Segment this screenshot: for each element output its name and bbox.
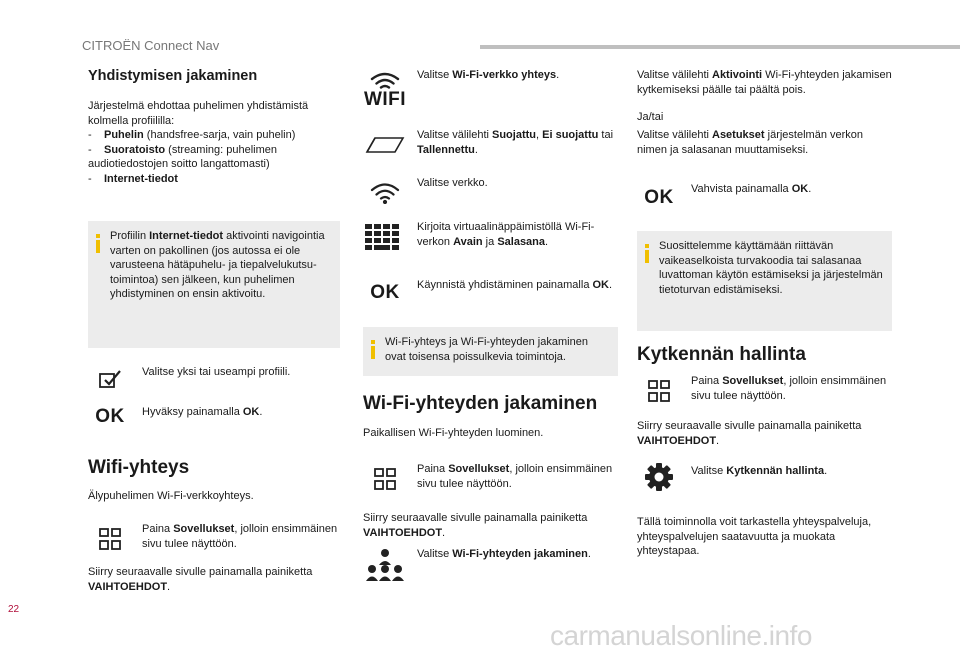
t-post: järjestelmän verkon nimen ja salasanan muuttamiseksi. bbox=[637, 129, 864, 156]
t-bold: Kytkennän hallinta bbox=[726, 465, 825, 477]
t-bold: VAIHTOEHDOT bbox=[363, 526, 443, 539]
header-title: CITROËN Connect Nav bbox=[82, 38, 220, 53]
apps-grid-icon bbox=[637, 374, 681, 408]
t-post: . bbox=[545, 235, 549, 248]
t-bold: Sovellukset bbox=[722, 375, 784, 387]
t-m2: tai bbox=[598, 129, 614, 141]
page-number: 22 bbox=[8, 604, 20, 615]
profile-name: Internet-tiedot bbox=[104, 172, 178, 185]
step-text-bold: Wi-Fi-verkko yhteys bbox=[452, 69, 557, 81]
t-post: , jolloin ensimmäinen sivu tulee näyttöön. bbox=[691, 375, 887, 402]
t-pre: Valitse välilehti bbox=[637, 129, 712, 141]
info-text: Wi-Fi-yhteys ja Wi-Fi-yhteyden jakaminen ovat toisensa poissulkevia toimintoja. bbox=[385, 336, 588, 363]
t-m1: , bbox=[536, 129, 543, 141]
t-post: . bbox=[474, 143, 478, 156]
t-pre: Siirry seuraavalle sivulle painamalla painiketta bbox=[363, 512, 588, 524]
profile-desc: (handsfree-sarja, vain puhelin) bbox=[143, 129, 296, 141]
text-pre: Siirry seuraavalle sivulle painamalla painiketta bbox=[88, 566, 313, 578]
people-icon bbox=[363, 545, 407, 585]
info-box-internet-data bbox=[88, 221, 340, 348]
step-text bbox=[691, 182, 892, 197]
t-pre: Valitse välilehti bbox=[637, 69, 712, 81]
t-b1: Suojattu bbox=[492, 129, 536, 141]
info-box-exclusive bbox=[363, 327, 618, 376]
step-text bbox=[417, 68, 618, 83]
checkbox-icon bbox=[88, 362, 132, 396]
step-text bbox=[691, 374, 892, 403]
step-text-post: , jolloin ensimmäinen sivu tulee näyttöön. bbox=[142, 523, 338, 550]
watermark: carmanualsonline.info bbox=[550, 620, 812, 649]
t-pre: Valitse bbox=[417, 548, 453, 560]
t-post: , jolloin ensimmäinen sivu tulee näyttöön. bbox=[417, 463, 613, 490]
step-text bbox=[691, 464, 892, 479]
t-pre: Käynnistä yhdistäminen painamalla bbox=[417, 279, 593, 291]
apps-grid-icon bbox=[363, 462, 407, 496]
next-page-instruction bbox=[363, 511, 618, 540]
step-text bbox=[417, 278, 618, 293]
step-text-pre: Paina bbox=[142, 523, 174, 535]
list-dash: - bbox=[88, 129, 92, 141]
info-box-security bbox=[637, 231, 892, 331]
step-text bbox=[417, 547, 618, 562]
t-b1: Avain bbox=[453, 235, 483, 248]
t-pre: Valitse välilehti bbox=[417, 129, 492, 141]
connection-sharing-intro bbox=[88, 99, 340, 186]
step-text-post: . bbox=[556, 69, 560, 81]
t-bold: Sovellukset bbox=[448, 463, 510, 475]
t-b2: Salasana bbox=[497, 235, 546, 248]
keyboard-icon bbox=[363, 220, 407, 254]
t-pre: Siirry seuraavalle sivulle painamalla painiketta bbox=[637, 420, 862, 432]
ok-icon: OK bbox=[370, 282, 400, 303]
profile-name: Suoratoisto bbox=[104, 143, 166, 156]
section-title-connection-management: Kytkennän hallinta bbox=[637, 344, 806, 365]
ok-icon: OK bbox=[95, 406, 125, 427]
step-text bbox=[417, 462, 618, 491]
list-dash: - bbox=[88, 143, 92, 156]
t-b2: Ei suojattu bbox=[542, 129, 599, 141]
t-bold: Aktivointi bbox=[712, 69, 763, 81]
t-pre: Valitse bbox=[691, 465, 727, 477]
t-pre: Paina bbox=[691, 375, 723, 387]
settings-tab-text bbox=[637, 128, 892, 157]
profile-name: Puhelin bbox=[104, 129, 144, 141]
t-post: . bbox=[716, 434, 720, 447]
t-post: . bbox=[808, 183, 812, 195]
ok-icon: OK bbox=[644, 187, 674, 208]
text-post: . bbox=[167, 580, 171, 593]
step-text bbox=[417, 220, 618, 249]
next-page-instruction bbox=[88, 565, 340, 594]
step-text-bold: OK bbox=[242, 406, 260, 418]
t-bold: OK bbox=[791, 183, 809, 195]
step-text-pre: Valitse bbox=[417, 69, 453, 81]
t-bold: OK bbox=[592, 279, 609, 291]
t-pre: Vahvista painamalla bbox=[691, 183, 792, 195]
t-post: Wi-Fi-yhteyden jakamisen kytkemiseksi päälle tai päältä pois. bbox=[637, 69, 892, 96]
list-dash: - bbox=[88, 172, 92, 185]
header-bar bbox=[480, 45, 960, 49]
t-post: . bbox=[609, 279, 613, 291]
t-m: ja bbox=[482, 235, 498, 248]
step-text: Valitse verkko. bbox=[417, 177, 488, 189]
info-icon bbox=[644, 244, 650, 263]
info-icon bbox=[95, 234, 101, 253]
wifi-icon-text: WIFI bbox=[363, 89, 407, 110]
profile-desc: (streaming: puhelimen audiotiedostojen soitto langattomasti) bbox=[88, 143, 278, 170]
step-text-post: . bbox=[259, 406, 263, 418]
info-text: Profiilin bbox=[110, 230, 150, 242]
connection-management-description: Tällä toiminnolla voit tarkastella yhteyspalveluja, yhteyspalvelujen saatavuutta ja muokata yhteystapaa. bbox=[637, 516, 872, 557]
step-text-pre: Hyväksy painamalla bbox=[142, 406, 243, 418]
info-text: Suosittelemme käyttämään riittävän vaikeaselkoista turvakoodia tai salasanaa luvattoman käytön estämiseksi ja järjestelmän tietoturvan edistämiseksi. bbox=[659, 240, 883, 296]
t-post: . bbox=[824, 465, 828, 477]
wifi-icon bbox=[363, 68, 407, 114]
step-text bbox=[142, 405, 340, 420]
section-title-wifi: Wifi-yhteys bbox=[88, 457, 190, 478]
text-bold: VAIHTOEHDOT bbox=[88, 580, 168, 593]
t-b3: Tallennettu bbox=[417, 143, 475, 156]
t-bold: Asetukset bbox=[712, 129, 765, 141]
gear-icon bbox=[637, 460, 681, 494]
step-text bbox=[417, 128, 618, 157]
info-bold: Internet-tiedot bbox=[149, 230, 224, 242]
section-title-wifi-sharing: Wi-Fi-yhteyden jakaminen bbox=[363, 393, 598, 414]
intro-text: Järjestelmä ehdottaa puhelimen yhdistämistä kolmella profiililla: bbox=[88, 100, 309, 127]
step-text bbox=[142, 522, 340, 551]
section-title-connection-sharing: Yhdistymisen jakaminen bbox=[88, 68, 258, 84]
t-pre: Paina bbox=[417, 463, 449, 475]
wifi-intro: Älypuhelimen Wi-Fi-verkkoyhteys. bbox=[88, 490, 254, 502]
wifi-sharing-intro: Paikallisen Wi-Fi-yhteyden luominen. bbox=[363, 427, 544, 439]
t-post: . bbox=[442, 526, 446, 539]
and-or-text: Ja/tai bbox=[637, 111, 664, 123]
step-text-bold: Sovellukset bbox=[173, 523, 235, 535]
apps-grid-icon bbox=[88, 522, 132, 556]
info-text-rest: aktivointi navigointia varten on pakollinen (jos autossa ei ole varusteena hätäpuhelu- ja tiepalvelukutsu-toimintoa) sen jälkeen, kun puhelimen yhdistyminen on ensin aktivoitu. bbox=[110, 230, 325, 300]
next-page-instruction bbox=[637, 419, 892, 448]
step-text: Valitse yksi tai useampi profiili. bbox=[142, 366, 291, 378]
info-icon bbox=[370, 340, 376, 359]
t-bold: VAIHTOEHDOT bbox=[637, 434, 717, 447]
wifi-signal-icon bbox=[363, 176, 407, 210]
t-pre: Kirjoita virtuaalinäppäimistöllä Wi-Fi-verkon bbox=[417, 221, 595, 248]
activation-tab-text bbox=[637, 68, 892, 97]
t-bold: Wi-Fi-yhteyden jakaminen bbox=[452, 548, 588, 560]
t-post: . bbox=[587, 548, 591, 560]
tab-icon bbox=[363, 128, 407, 162]
